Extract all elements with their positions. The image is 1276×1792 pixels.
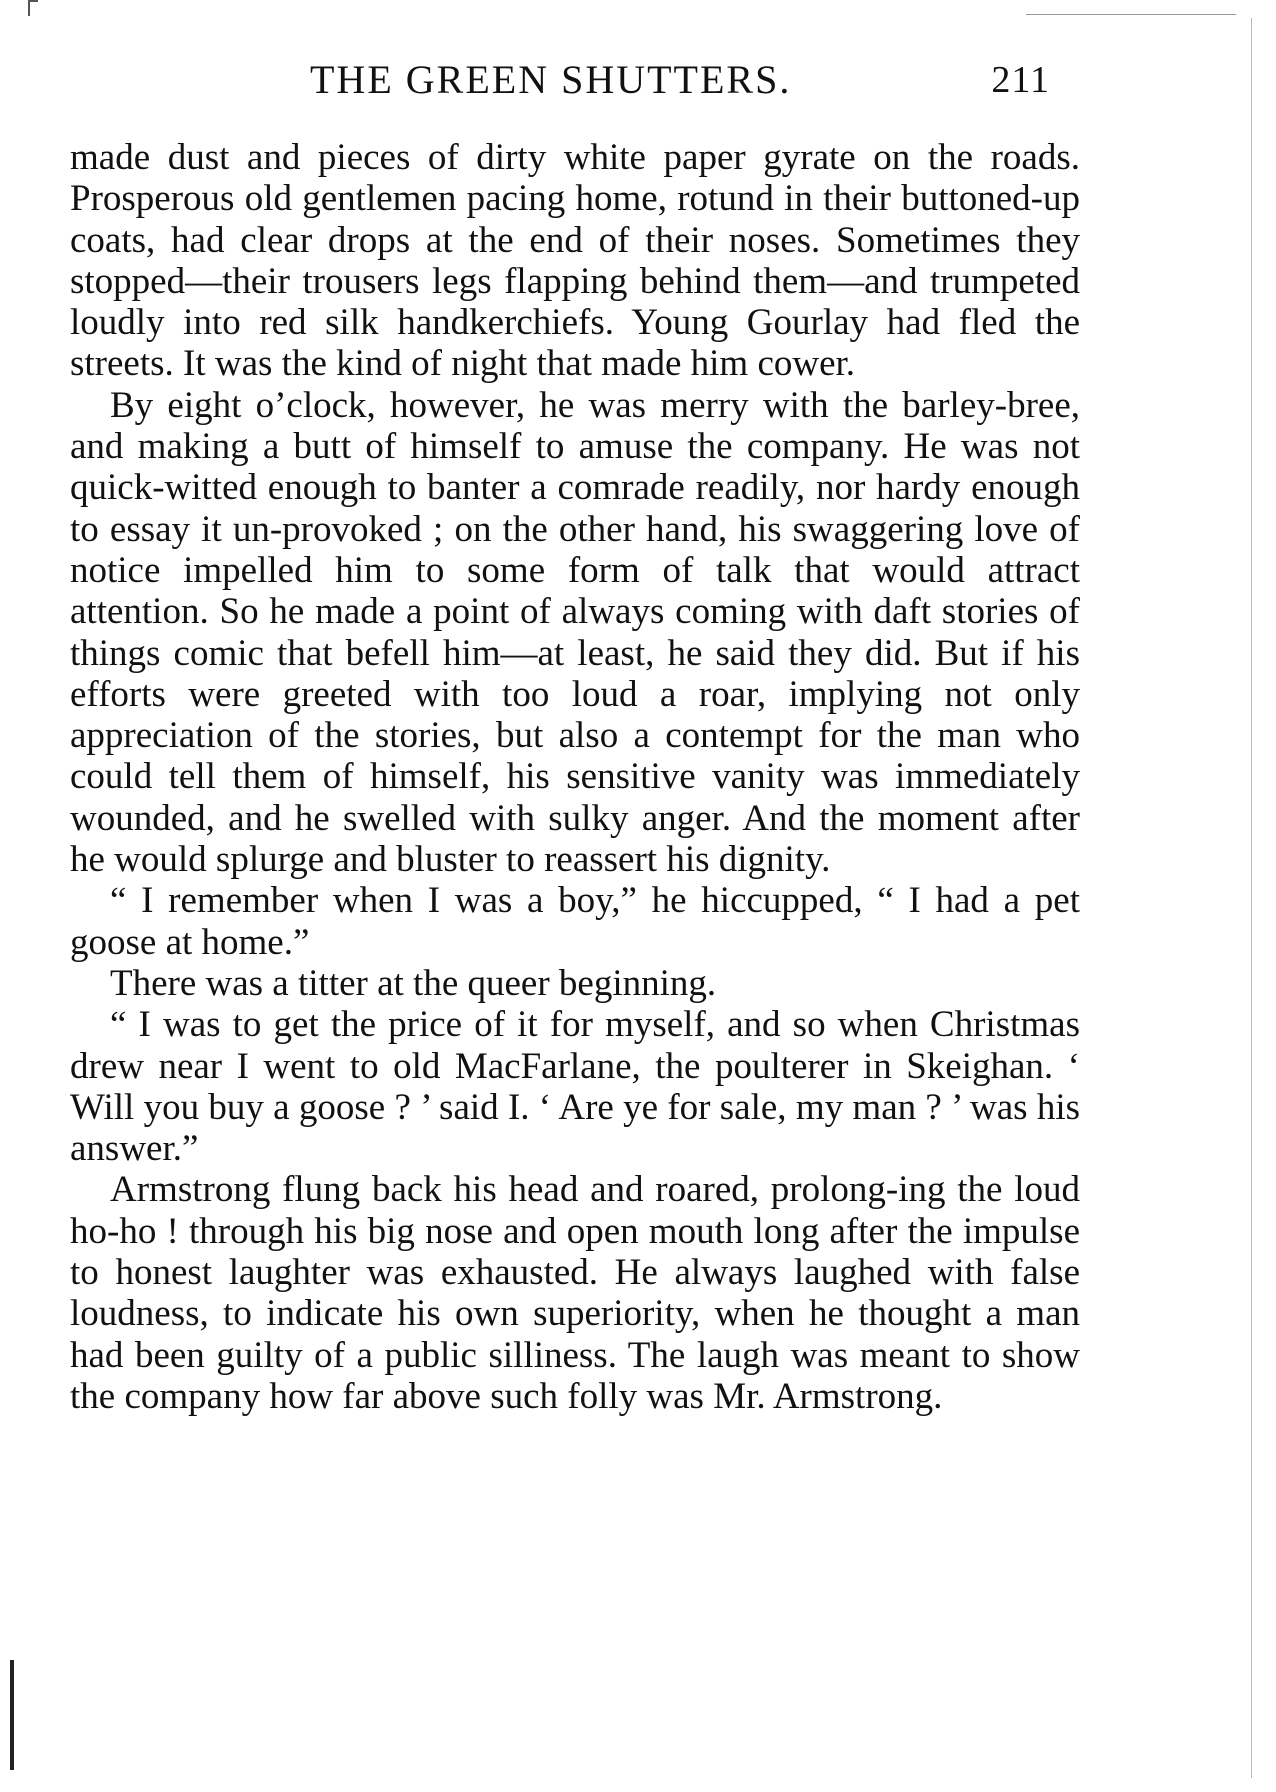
- crop-mark: [28, 0, 30, 16]
- paragraph-macfarlane: “ I was to get the price of it for myself, and so when Christmas drew near I went to old MacFarlane, the poulterer in Skeighan. ‘ Will you buy a goose ? ’ said I. ‘ Are ye for sale, my man ? ’ was his answer.”: [70, 1004, 1080, 1170]
- paragraph-pet-goose: “ I remember when I was a boy,” he hiccupped, “ I had a pet goose at home.”: [70, 880, 1080, 963]
- top-edge-rule: [1026, 14, 1236, 15]
- paragraph-armstrong: Armstrong flung back his head and roared, prolong-ing the loud ho-ho ! through his big nose and open mouth long after the impulse to honest laughter was exhausted. He always laughed with false loudness, to indicate his own superiority, when he thought a man had been guilty of a public silliness. The laugh was meant to show the company how far above such folly was Mr. Armstrong.: [70, 1169, 1080, 1417]
- running-header: [70, 50, 1080, 110]
- body-text: [70, 137, 1080, 1417]
- page-left-edge: [10, 1660, 14, 1770]
- page-right-edge: [1251, 18, 1252, 1778]
- crop-mark-horizontal: [28, 0, 38, 2]
- paragraph-continued: made dust and pieces of dirty white paper gyrate on the roads. Prosperous old gentlemen pacing home, rotund in their buttoned-up coats, had clear drops at the end of their noses. Sometimes they stopped—their trousers legs flapping behind them—and trumpeted loudly into red silk handkerchiefs. Young Gourlay had fled the streets. It was the kind of night that made him cower.: [70, 137, 1080, 385]
- paragraph-titter: There was a titter at the queer beginning.: [110, 962, 717, 1004]
- running-title: THE GREEN SHUTTERS.: [310, 57, 792, 102]
- paragraph-eight-oclock: By eight o’clock, however, he was merry with the barley-bree, and making a butt of himself to amuse the company. He was not quick-witted enough to banter a comrade readily, nor hardy enough to essay it un-provoked ; on the other hand, his swaggering love of notice impelled him to some form of talk that would attract attention. So he made a point of always coming with daft stories of things comic that befell him—at least, he said they did. But if his efforts were greeted with too loud a roar, implying not only appreciation of the stories, but also a contempt for the man who could tell them of himself, his sensitive vanity was immediately wounded, and he swelled with sulky anger. And the moment after he would splurge and bluster to reassert his dignity.: [70, 384, 1080, 881]
- page-number: 211: [991, 59, 1050, 101]
